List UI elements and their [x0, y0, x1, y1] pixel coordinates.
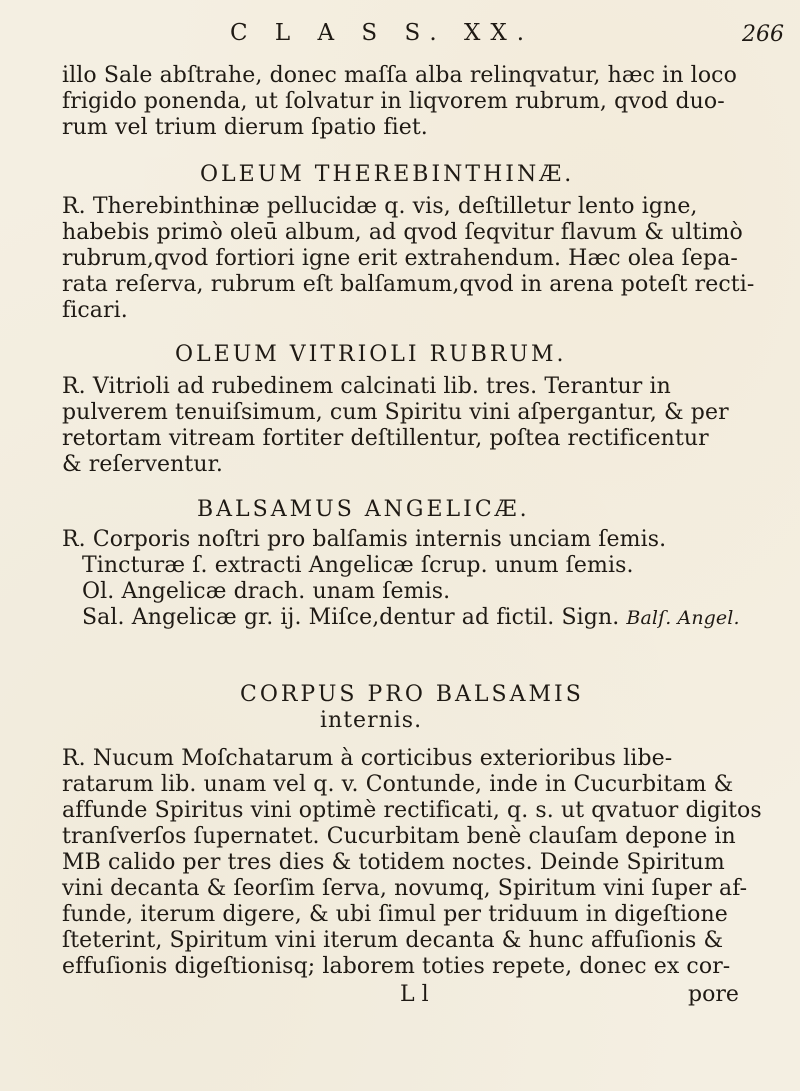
text-line: Ol. Angelicæ drach. unam ſemis.	[82, 579, 451, 604]
section-heading: OLEUM THEREBINTHINÆ.	[200, 162, 575, 187]
text-line: vini decanta & ſeorſim ſerva, novumq, Spiritum vini ſuper af-	[62, 876, 748, 901]
text-line: tranſverſos ſupernatet. Cucurbitam benè clauſam depone in	[62, 824, 736, 849]
text-line: funde, iterum digere, & ubi ſimul per triduum in digeſtione	[62, 902, 728, 927]
text-line: frigido ponenda, ut ſolvatur in liqvorem rubrum, qvod duo-	[62, 89, 725, 114]
recipe-instruction: Sal. Angelicæ gr. ij. Miſce,dentur ad fictil. Sign.	[82, 605, 620, 630]
text-line: R. Nucum Moſchatarum à corticibus exterioribus libe-	[62, 746, 673, 771]
text-line: rubrum,qvod fortiori igne erit extrahendum. Hæc olea ſepa-	[62, 246, 738, 271]
text-line: pulverem tenuiſsimum, cum Spiritu vini aſpergantur, & per	[62, 400, 729, 425]
running-head-title: C L A S S. XX.	[230, 20, 535, 46]
section-heading: CORPUS PRO BALSAMIS	[240, 682, 584, 707]
text-line: affunde Spiritus vini optimè rectificati, q. s. ut qvatuor digitos	[62, 798, 762, 823]
text-line: R. Vitrioli ad rubedinem calcinati lib. tres. Terantur in	[62, 374, 671, 399]
text-line: effuſionis digeſtionisq; laborem toties repete, donec ex cor-	[62, 954, 731, 979]
running-head	[0, 20, 800, 54]
text-line: ſteterint, Spiritum vini iterum decanta & hunc affuſionis &	[62, 928, 724, 953]
section-heading: BALSAMUS ANGELICÆ.	[197, 497, 530, 522]
text-line: illo Sale abſtrahe, donec maſſa alba relinqvatur, hæc in loco	[62, 63, 737, 88]
text-line: retortam vitream fortiter deſtillentur, poſtea rectificentur	[62, 426, 709, 451]
text-line: & reſerventur.	[62, 452, 223, 477]
text-line: R. Therebinthinæ pellucidæ q. vis, deſtilletur lento igne,	[62, 194, 698, 219]
sign-label: Balſ. Angel.	[626, 607, 740, 629]
section-subheading: internis.	[320, 708, 423, 733]
catchword: pore	[688, 982, 739, 1007]
text-line: rata reſerva, rubrum eſt balſamum,qvod in arena poteſt recti-	[62, 272, 755, 297]
text-line	[82, 605, 740, 631]
text-line: ficari.	[62, 298, 128, 323]
text-line: R. Corporis noſtri pro balſamis internis unciam ſemis.	[62, 527, 667, 552]
signature-mark: L l	[400, 982, 429, 1007]
text-line: rum vel trium dierum ſpatio fiet.	[62, 115, 428, 140]
section-heading: OLEUM VITRIOLI RUBRUM.	[175, 342, 567, 367]
text-line: Tincturæ ſ. extracti Angelicæ ſcrup. unum ſemis.	[82, 553, 634, 578]
text-line: ratarum lib. unam vel q. v. Contunde, inde in Cucurbitam &	[62, 772, 734, 797]
text-line: habebis primò oleū album, ad qvod ſeqvitur flavum & ultimò	[62, 220, 743, 245]
text-line: MB calido per tres dies & totidem noctes. Deinde Spiritum	[62, 850, 725, 875]
page-number: 266	[742, 22, 784, 47]
